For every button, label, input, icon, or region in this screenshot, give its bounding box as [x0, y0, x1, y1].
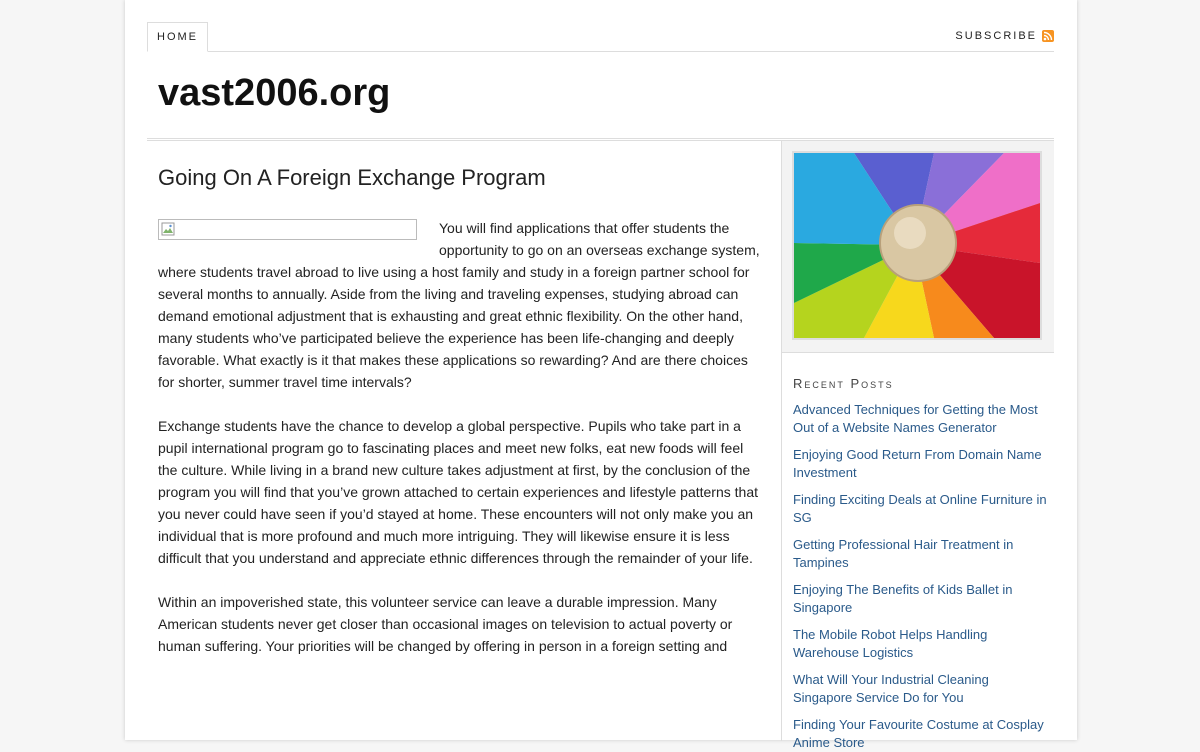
post-paragraph: You will find applications that offer students the opportunity to go on an overseas exchange system, where students travel abroad to live using a host family and study in a foreign partner school for several months to annually. Aside from the living and traveling expenses, studying abroad can demand emotional adjustment that is exhausting and great ethnic flexibility. On the other hand, many students who’ve participated believe the experience has been life-changing and deeply favorable. What exactly is it that makes these applications so rewarding? And are there choices for shorter, summer travel time intervals?: [158, 220, 760, 390]
post-paragraph: Exchange students have the chance to develop a global perspective. Pupils who take part in a pupil international program go to fascinating places and meet new folks, eat new foods will feel the culture. While living in a brand new culture takes adjustment at first, by the conclusion of the program you will find that you’ve grown attached to certain experiences and lifestyle patterns that you never could have seen if you’d stayed at home. These encounters will not only make you an individual that is more profound and much more intriguing. They will likewise ensure it is less difficult that you understand and appreciate ethnic differences through the remainder of your life.: [158, 418, 758, 566]
pinwheel-image: [792, 151, 1042, 340]
recent-post-link[interactable]: Finding Exciting Deals at Online Furniture in SG: [793, 492, 1047, 525]
recent-posts-title: Recent Posts: [793, 376, 894, 391]
site-title[interactable]: vast2006.org: [158, 72, 391, 114]
broken-post-image: [158, 219, 417, 240]
list-item: [793, 446, 1048, 482]
recent-post-link[interactable]: The Mobile Robot Helps Handling Warehouse Logistics: [793, 627, 988, 660]
sidebar-banner: [782, 141, 1054, 353]
list-item: [793, 401, 1048, 437]
nav-home-link[interactable]: HOME: [147, 22, 208, 52]
recent-post-link[interactable]: Enjoying Good Return From Domain Name Investment: [793, 447, 1042, 480]
sidebar: [781, 141, 1054, 750]
main-content: [158, 163, 760, 679]
list-item: [793, 581, 1048, 617]
broken-image-icon: [161, 222, 175, 236]
rss-feed-icon: [1042, 30, 1054, 42]
recent-post-link[interactable]: Finding Your Favourite Costume at Cosplay Anime Store: [793, 717, 1044, 750]
recent-posts-list: [793, 401, 1048, 752]
list-item: [793, 491, 1048, 527]
recent-post-link[interactable]: What Will Your Industrial Cleaning Singapore Service Do for You: [793, 672, 989, 705]
post-body: [158, 217, 760, 657]
recent-post-link[interactable]: Getting Professional Hair Treatment in Tampines: [793, 537, 1014, 570]
list-item: [793, 671, 1048, 707]
subscribe-label: SUBSCRIBE: [955, 30, 1037, 42]
recent-post-link[interactable]: Enjoying The Benefits of Kids Ballet in Singapore: [793, 582, 1013, 615]
list-item: [793, 626, 1048, 662]
top-navigation: [147, 22, 1054, 52]
post-title: Going On A Foreign Exchange Program: [158, 165, 546, 190]
list-item: [793, 536, 1048, 572]
post-paragraph: Within an impoverished state, this volunteer service can leave a durable impression. Many American students never get closer than occasional images on television to actual poverty or human suffering. Your priorities will be changed by offering in person in a foreign setting and: [158, 594, 733, 654]
subscribe-link[interactable]: [955, 30, 1054, 42]
page-container: [125, 0, 1077, 750]
list-item: [793, 716, 1048, 752]
recent-post-link[interactable]: Advanced Techniques for Getting the Most Out of a Website Names Generator: [793, 402, 1038, 435]
